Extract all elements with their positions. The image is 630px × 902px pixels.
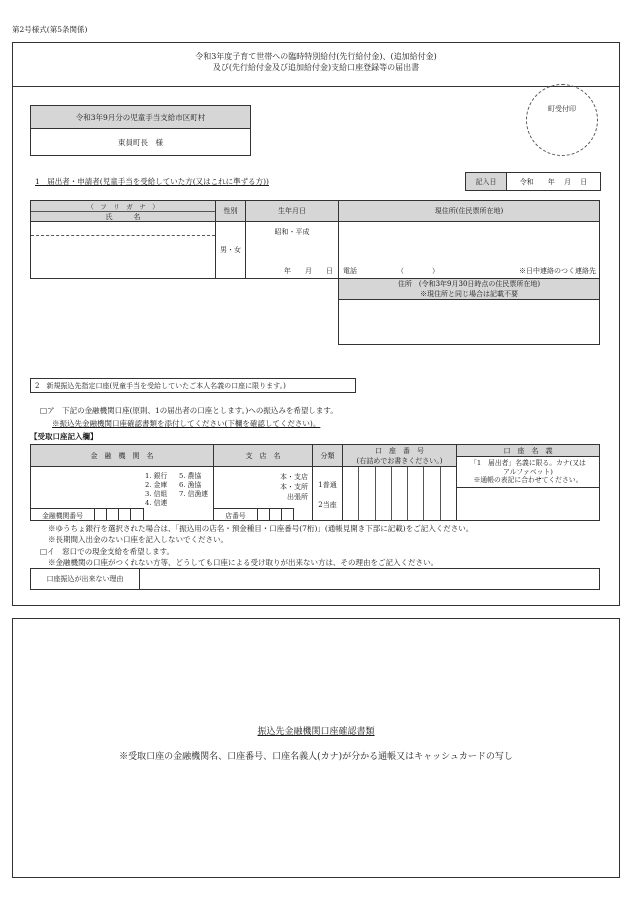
reception-stamp-label: 町受付印 [548,105,576,113]
reason-box [30,568,600,590]
account-class-header: 分類 [312,444,343,467]
account-digit-cell [408,467,424,520]
registered-address-header [338,278,600,300]
section2-heading-box [30,378,356,393]
account-holder-header: 口 座 名 義 [456,444,600,457]
entry-date-value: 令和 年 月 日 [519,177,588,186]
branch-type-option: 出張所 [287,493,308,501]
account-number-hint: (右詰めでお書きください。) [356,456,443,465]
yucho-note: ※ゆうちょ銀行を選択された場合は、「振込用の店名・預金種目・口座番号(7桁)」(通帳見開き下部に記載)をご記入ください。 [48,524,474,533]
addressee-header: 令和3年9月分の児童手当支給市区町村 [31,106,250,129]
account-digit-cell [424,467,440,520]
branch-code-digit [281,508,294,521]
bank-code-digit [130,508,144,521]
phone-note: ※日中連絡のつく連絡先 [519,266,596,275]
account-number-field [342,466,457,521]
bank-type-option: 3. 信組 [145,490,168,499]
registered-address-field [338,299,600,345]
section2-heading: 2 新規振込先指定口座(児童手当を受給していたご本人名義の口座に限ります。) [35,381,286,390]
account-holder-note [456,456,600,488]
bank-code-label: 金融機関番号 [30,508,95,521]
holder-note-line: アルファベット) [503,467,553,476]
bank-type-option: 2. 金庫 [145,481,168,490]
option-a: □ア 下記の金融機関口座(原則、1の届出者の口座とします。)への振込みを希望します。 [40,406,338,415]
account-digit-cell [343,467,359,520]
dormant-account-note: ※長期間入出金のない口座を記入しないでください。 [48,535,228,544]
branch-type-option: 本・支店 [280,473,308,481]
form-title-line-1: 令和3年度子育て世帯への臨時特別給付(先行給付金)、(追加給付金) [195,52,437,61]
entry-date-label: 記入日 [466,173,507,190]
attachment-title-text: 振込先金融機関口座確認書類 [257,727,375,737]
registered-address-title: 住所 (令和3年9月30日時点の住民票所在地) [397,280,541,288]
furigana-field [31,222,215,236]
account-class-field [312,466,343,521]
addressee-name: 東員町長 様 [118,138,163,147]
phone-area-code: （ ） [397,266,439,275]
address-field [338,221,600,279]
bank-type-option: 7. 信漁連 [179,490,209,499]
account-digit-cell [392,467,408,520]
branch-code-label: 店番号 [213,508,258,521]
holder-note-line: ※通帳の表記に合わせてください。 [473,476,583,485]
era-options: 昭和・平成 [274,228,310,236]
birthdate-fields: 年 月 日 [284,266,333,275]
account-number-title: 口 座 番 号 [375,446,424,455]
registered-address-note: ※現住所と同じ場合は記載不要 [420,290,518,298]
name-header [30,200,216,222]
address-header: 現住所(住民票所在地) [338,200,600,222]
reason-field [140,569,599,589]
form-title-line-2: 及び(先行給付金及び追加給付金)支給口座登録等の届出書 [212,63,420,72]
bank-type-option: 5. 農協 [179,472,202,480]
entry-date-box [465,172,601,191]
holder-note-line: 「1 届出者」名義に限る。カナ(又は [470,459,586,468]
attachment-title [12,727,620,738]
account-digit-cell [441,467,456,520]
reason-label: 口座振込が出来ない理由 [31,569,140,589]
account-class-option: 1普通 [318,481,337,489]
name-field [30,221,216,279]
reception-stamp-circle [526,84,598,156]
option-b-note: ※金融機関の口座がつくれない方等、どうしても口座による受け取りが出来ない方は、その理由をご記入ください。 [48,558,438,567]
sex-options: 男・女 [215,221,246,279]
attachment-description: ※受取口座の金融機関名、口座番号、口座名義人(カナ)が分かる通帳又はキャッシュカードの写し [119,752,513,762]
bank-name-header: 金 融 機 関 名 [30,444,214,467]
account-digit-cell [376,467,392,520]
bank-type-option: 1. 銀行 [145,472,168,480]
option-b: □イ 窓口での現金支給を希望します。 [40,547,174,556]
birthdate-header: 生年月日 [245,200,339,222]
bank-type-option: 4. 信連 [145,499,168,508]
option-a-note: ※振込先金融機関口座確認書類を添付してください(下欄を確認してください)。 [52,419,321,428]
attachment-box [12,618,620,878]
phone-label: 電話 [343,266,357,275]
account-number-header [342,444,457,467]
bank-type-list [145,472,215,508]
full-name-header: 氏 名 [105,213,141,221]
birthdate-field [245,221,339,279]
section1-heading: 1 届出者・申請者(児童手当を受給していた方(又はこれに準ずる方)) [35,177,269,186]
title-divider [12,86,620,87]
form-number: 第2号様式(第5条関係) [12,25,88,34]
branch-name-header: 支 店 名 [213,444,313,467]
account-class-option: 2当座 [318,501,337,509]
addressee-box [30,105,251,156]
furigana-header: （ フ リ ガ ナ ） [31,201,215,212]
branch-type-option: 本・支所 [280,483,308,491]
account-digit-cell [359,467,375,520]
account-number-digits [343,467,456,520]
account-table-label: 【受取口座記入欄】 [30,432,98,441]
bank-type-option: 6. 漁協 [179,481,202,490]
account-holder-field [456,487,600,521]
sex-header: 性別 [215,200,246,222]
